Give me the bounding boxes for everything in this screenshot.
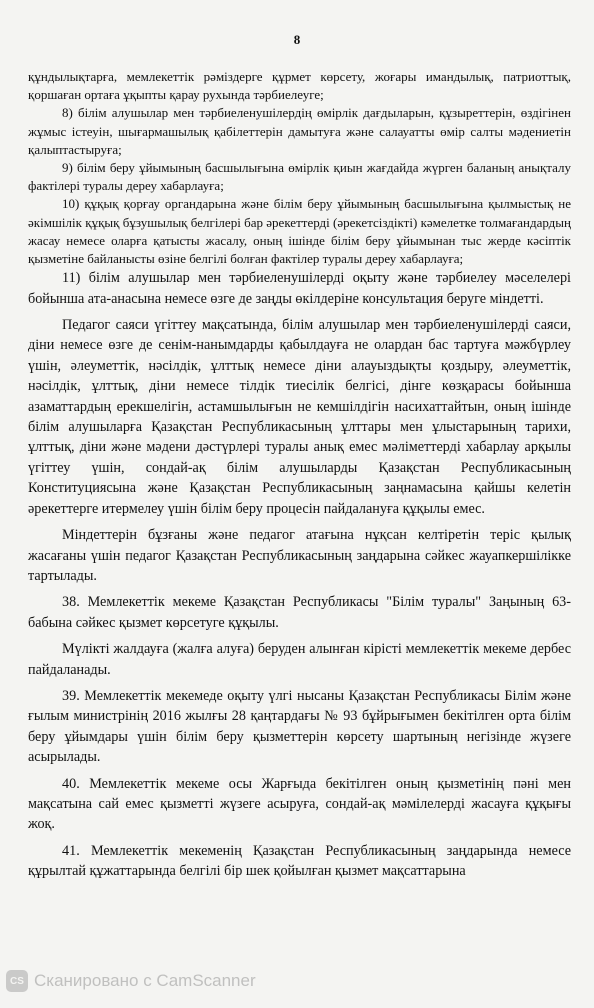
paragraph-item-11: 11) білім алушылар мен тәрбиеленушілерді оқыту және тәрбиелеу мәселелері бойынша ата-анасына немесе өзге де заңды өкілдеріне консультация беруге міндетті. [28,270,571,307]
paragraph-teacher-liability: Міндеттерін бұзғаны және педагог атағына нұқсан келтіретін теріс қылық жасағаны үшін педагог Қазақстан Республикасының заңдарына сәйкес жауапкершілікке тартылады. [28,527,571,584]
paragraph-item-10: 10) құқық қорғау органдарына және білім беру ұйымының басшылығына қылмыстық не әкімшілік құқық бұзушылық белгілері бар әрекеттерді (әрекетсіздікті) кәмелетке толмағандардың жасау немесе оларға қатысты жасалу, оның ішінде білім беру ұйымынан тыс жерде кәсіптік қызметіне байланысты өзіне белгілі болған фактілер туралы дереу хабарлауға; [28,196,571,267]
paragraph-teacher-restrictions: Педагог саяси үгіттеу мақсатында, білім алушылар мен тәрбиеленушілерді саяси, діни немесе өзге де сенім-нанымдарды қабылдауға не олардан бас тартуға мәжбүрлеу үшін, әлеуметтік, нәсілдік, ұлттық немесе діни алауыздықты қоздыру, әлеуметтік, нәсілдік, ұлттық, діни немесе тілдік тиесілік белгісі, дінге көзқарасы бойынша азаматтардың ерекшелігін, астамшылығын не кемшілдігін насихаттайтын, оның ішінде білім алушыларға Қазақстан Республикасының ұлттары мен ұлыстарының тарихи, ұлттық, діни және мәдени дәстүрлері туралы анық емес мәліметтерді хабарлау арқылы үгіттеу үшін, сондай-ақ білім алушыларды Қазақстан Республикасының Конституциясына және Қазақстан Республикасының заңнамасына қайшы келетін әрекеттерге итермелеу үшін білім беру процесін пайдалануға құқылы емес. [28,317,571,517]
paragraph-item-39: 39. Мемлекеттік мекемеде оқыту үлгі нысаны Қазақстан Республикасы Білім және ғылым министрінің 2016 жылғы 28 қаңтардағы № 93 бұйрығымен бекітілген орта білім беру ұйымдары үшін білім беру қызметтерін көрсету шартының негізінде жүзеге асырылады. [28,687,571,766]
paragraph-item-41: 41. Мемлекеттік мекеменің Қазақстан Республикасының заңдарында немесе құрылтай құжаттарында белгілі бір шек қойылған қызмет мақсаттарына [28,842,571,880]
paragraph-item-8: 8) білім алушылар мен тәрбиеленушілердің өмірлік дағдыларын, құзыреттерін, өздігінен жұмыс істеуін, шығармашылық қабілеттерін дамытуға және салауатты өмір салты мәдениетін қалыптастыруға; [28,105,571,157]
document-body [28,68,571,882]
camscanner-logo-icon: CS [6,970,28,992]
paragraph-item-9: 9) білім беру ұйымының басшылығына өмірлік қиын жағдайда жүрген баланың анықталу фактілері туралы дереу хабарлауға; [28,160,571,194]
watermark-text: Сканировано с CamScanner [34,971,256,990]
paragraph-property-rental: Мүлікті жалдауға (жалға алуға) беруден алынған кірісті мемлекеттік мекеме дербес пайдаланады. [28,641,571,678]
paragraph-continuation: құндылықтарға, мемлекеттік рәміздерге құрмет көрсету, жоғары имандылық, патриоттық, қоршаған ортаға ұқыпты қарау рухында тәрбиелеуге; [28,69,571,103]
paragraph-item-38: 38. Мемлекеттік мекеме Қазақстан Республикасы "Білім туралы" Заңының 63-бабына сәйкес қызмет көрсетуге құқылы. [28,594,571,631]
paragraph-item-40: 40. Мемлекеттік мекеме осы Жарғыда бекітілген оның қызметінің пәні мен мақсатына сай емес қызметті жүзеге асыруға, сондай-ақ мәмілелерді жасауға құқығы жоқ. [28,775,571,833]
scanner-watermark [6,968,256,994]
page-number: 8 [293,32,301,47]
